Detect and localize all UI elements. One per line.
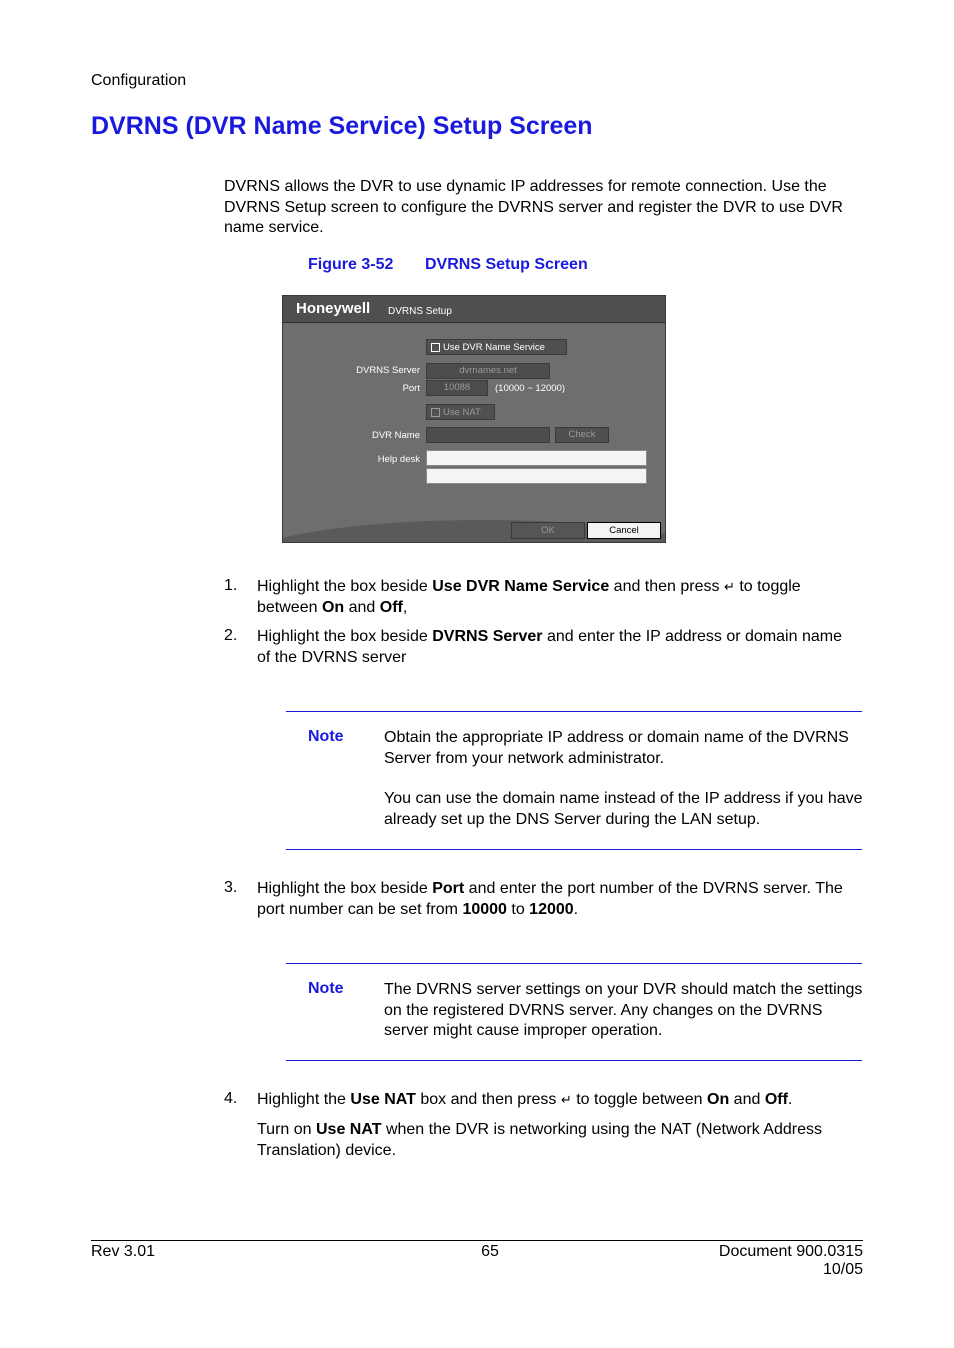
check-button[interactable]: Check: [555, 427, 609, 443]
document-date: 10/05: [822, 1261, 863, 1278]
figure-number: Figure 3-52: [308, 256, 394, 273]
footer-revision: Rev 3.01: [91, 1243, 156, 1260]
dvr-screen-title: DVRNS Setup: [388, 306, 452, 317]
intro-paragraph: DVRNS allows the DVR to use dynamic IP addresses for remote connection. Use the DVRNS Setup screen to configure the DVRNS server and register the DVR to use DVR name service.: [224, 178, 843, 236]
dvrns-server-label: DVRNS Server: [356, 365, 420, 376]
use-dvrns-checkbox[interactable]: [426, 339, 567, 355]
page-title: DVRNS (DVR Name Service) Setup Screen: [91, 112, 593, 140]
use-dvrns-label: Use DVR Name Service: [443, 342, 545, 353]
help-desk-label: Help desk: [377, 454, 420, 465]
footer-document: [663, 1243, 863, 1279]
dvr-header-bar: [283, 296, 665, 323]
help-desk-field-1[interactable]: [426, 450, 647, 466]
note-bottom-rule: [286, 1060, 862, 1061]
step-3-text: Highlight the box beside Port and enter the port number of the DVRNS server. The port number can be set from 10000 to 12000.: [257, 880, 843, 918]
dvrns-server-field[interactable]: dvrnames.net: [426, 363, 550, 379]
checkbox-icon: [431, 408, 440, 417]
section-label: Configuration: [91, 72, 187, 89]
footer-rule: [91, 1240, 863, 1241]
note-bottom-rule: [286, 849, 862, 850]
enter-key-icon: ↵: [560, 1092, 572, 1107]
use-nat-label: Use NAT: [443, 407, 481, 418]
figure-title: DVRNS Setup Screen: [425, 256, 588, 273]
step-4-detail: Turn on Use NAT when the DVR is networking using the NAT (Network Address Translation) device.: [257, 1121, 822, 1159]
cancel-button[interactable]: Cancel: [587, 522, 661, 539]
use-nat-checkbox[interactable]: [426, 404, 495, 420]
note-label: Note: [308, 728, 344, 745]
step-number: 1.: [224, 577, 238, 594]
step-number: 4.: [224, 1090, 238, 1107]
honeywell-logo: Honeywell: [296, 300, 371, 317]
dvrns-setup-screenshot: [282, 295, 666, 543]
dvr-name-label: DVR Name: [371, 430, 420, 441]
enter-key-icon: ↵: [723, 579, 735, 594]
step-number: 3.: [224, 879, 238, 896]
step-number: 2.: [224, 627, 238, 644]
step-4-text: Highlight the Use NAT box and then press ↵ to toggle between On and Off.: [257, 1091, 793, 1108]
help-desk-field-2[interactable]: [426, 468, 647, 484]
note-label: Note: [308, 980, 344, 997]
note-2-paragraph: The DVRNS server settings on your DVR should match the settings on the registered DVRNS server. Any changes on the DVRNS server might cause improper operation.: [384, 981, 863, 1039]
step-2-text: Highlight the box beside DVRNS Server and enter the IP address or domain name of the DVRNS server: [257, 628, 842, 666]
note-top-rule: [286, 711, 862, 712]
port-field[interactable]: 10088: [426, 380, 488, 396]
ok-button[interactable]: OK: [511, 522, 585, 539]
document-number: Document 900.0315: [718, 1243, 863, 1260]
port-label: Port: [402, 383, 420, 394]
dvr-name-field[interactable]: [426, 427, 550, 443]
page-number: 65: [481, 1243, 499, 1260]
note-1-paragraph-2: You can use the domain name instead of the IP address if you have already set up the DNS Server during the LAN setup.: [384, 790, 863, 828]
step-1-text: Highlight the box beside Use DVR Name Service and then press ↵ to toggle between On and Off,: [257, 578, 801, 616]
note-1-paragraph-1: Obtain the appropriate IP address or domain name of the DVRNS Server from your network administrator.: [384, 729, 849, 767]
port-range-text: (10000 ~ 12000): [495, 383, 565, 394]
note-top-rule: [286, 963, 862, 964]
checkbox-icon: [431, 343, 440, 352]
